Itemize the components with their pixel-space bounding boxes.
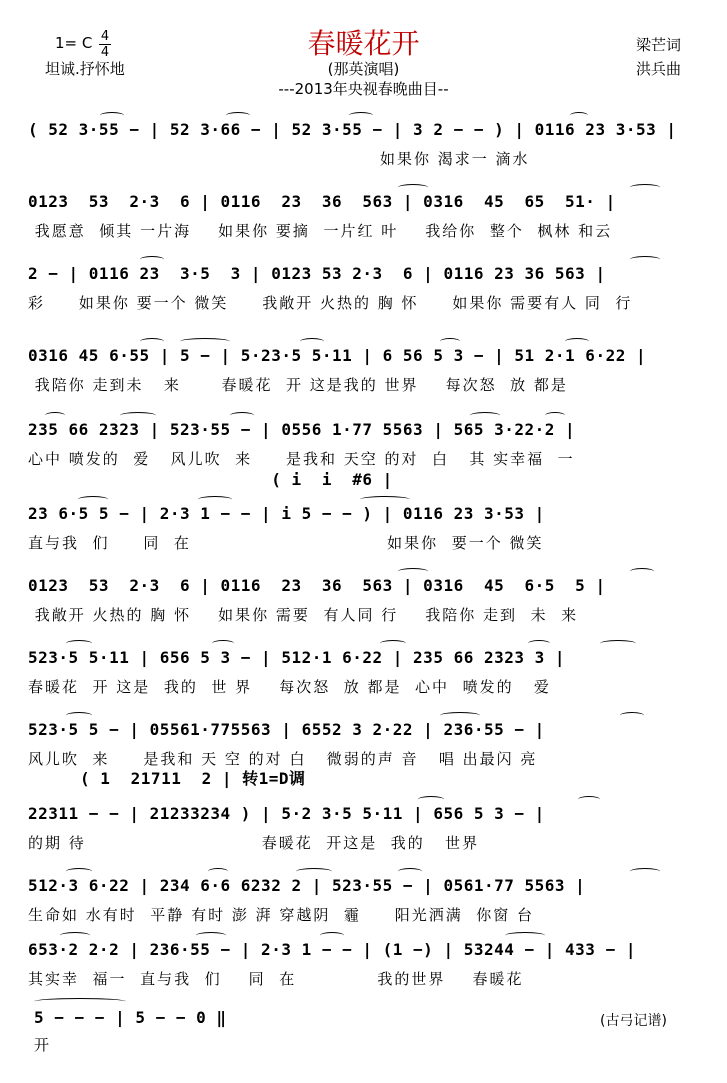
time-signature-top: 4 [100,29,110,44]
slur [300,338,324,345]
song-title: 春暖花开 [307,27,420,60]
slur [600,640,636,647]
notation-row-5: 235 66 2323 | 523·55 − | 0556 1·77 5563 | 565 3·22·2 | [28,420,576,439]
lyrics-row-10: 风儿吹 来 是我和 天 空 的对 白 微弱的声 音 唱 出最闪 亮 [28,750,538,768]
notation-row-14: 653·2 2·2 | 236·55 − | 2·3 1 − − | (1 −) | 53244 − | 433 − | [28,940,636,959]
transcriber-credit: (古弓记谱) [600,1013,667,1029]
slur [140,256,164,263]
lyrics-row-12: 的期 待 春暖花 开这是 我的 世界 [28,834,480,852]
notation-row-7: 23 6·5 5 − | 2·3 1 − − | i 5 − − ) | 0116 23 3·53 | [28,504,545,523]
notation-row-13: 512·3 6·22 | 234 6·6 6232 2 | 523·55 − | 0561·77 5563 | [28,876,586,895]
slur [398,868,422,875]
tie [34,998,126,1005]
slur [630,256,660,263]
slur [380,640,406,647]
slur [505,932,545,939]
slur [360,496,410,503]
slur [398,184,428,191]
notation-row-4: 0316 45 6·55 | 5 − | 5·23·5 5·11 | 6 56 5 3 − | 51 2·1 6·22 | [28,346,647,365]
slur [418,796,444,803]
time-signature [99,30,111,59]
notation-row-6: ( i i #6 | [28,470,393,489]
lyricist: 梁芒词 [636,36,682,54]
lyrics-row-4: 我陪你 走到未 来 春暖花 开 这是我的 世界 每次怒 放 都是 [28,376,568,394]
slur [230,412,254,419]
slur [565,338,589,345]
slur [528,640,550,647]
lyrics-row-5: 心中 喷发的 爱 风儿吹 来 是我和 天空 的对 白 其 实幸福 一 [28,450,575,468]
slur [45,412,65,419]
slur [578,796,600,803]
lyrics-row-1: 如果你 渴求一 滴水 [28,150,530,168]
slur [100,112,124,119]
lyrics-row-15: 开 [34,1036,52,1054]
slur [66,712,92,719]
slur [198,496,232,503]
slur [180,338,230,345]
event-note: ---2013年央视春晚曲目-- [278,80,449,98]
slur [440,338,460,345]
slur [120,412,156,419]
lyrics-row-7: 直与我 们 同 在 如果你 要一个 微笑 [28,534,544,552]
notation-row-9: 523·5 5·11 | 656 5 3 − | 512·1 6·22 | 235 66 2323 3 | [28,648,566,667]
slur [226,112,250,119]
slur [140,338,164,345]
slur [570,112,588,119]
lyrics-row-2: 我愿意 倾其 一片海 如果你 要摘 一片红 叶 我给你 整个 枫林 和云 [28,222,613,240]
tempo-expression: 坦诚.抒怀地 [45,60,125,78]
slur [545,412,565,419]
slur [349,112,373,119]
notation-row-11: ( 1 21711 2 | 转1=D调 [80,769,306,788]
slur [66,640,92,647]
singer-credit: (那英演唱) [327,60,400,78]
lyrics-row-8: 我敞开 火热的 胸 怀 如果你 需要 有人同 行 我陪你 走到 未 来 [28,606,579,624]
lyrics-row-9: 春暖花 开 这是 我的 世 界 每次怒 放 都是 心中 喷发的 爱 [28,678,551,696]
slur [296,868,332,875]
notation-row-8: 0123 53 2·3 6 | 0116 23 36 563 | 0316 45 6·5 5 | [28,576,606,595]
slur [208,868,228,875]
notation-row-3: 2 − | 0116 23 3·5 3 | 0123 53 2·3 6 | 0116 23 36 563 | [28,264,606,283]
lyrics-row-3: 彩 如果你 要一个 微笑 我敞开 火热的 胸 怀 如果你 需要有人 同 行 [28,294,633,312]
slur [212,640,234,647]
slur [630,184,660,191]
notation-row-15: 5 − − − | 5 − − 0 ‖ [34,1008,227,1027]
time-signature-bottom: 4 [100,45,110,60]
lyrics-row-14: 其实幸 福一 直与我 们 同 在 我的世界 春暖花 [28,970,524,988]
lyrics-row-13: 生命如 水有时 平静 有时 澎 湃 穿越阴 霾 阳光洒满 你窗 台 [28,906,535,924]
slur [620,712,644,719]
slur [440,712,480,719]
notation-row-1: ( 52 3·55 − | 52 3·66 − | 52 3·55 − | 3 2 − − ) | 0116 23 3·53 | [28,120,677,139]
slur [196,932,226,939]
slur [630,568,654,575]
key-signature: 1= C [55,34,93,52]
slur [320,932,344,939]
notation-row-12: 22311 − − | 21233234 ) | 5·2 3·5 5·11 | 656 5 3 − | [28,804,545,823]
slur [66,868,92,875]
notation-row-10: 523·5 5 − | 05561·775563 | 6552 3 2·22 | 236·55 − | [28,720,545,739]
slur [470,412,500,419]
composer: 洪兵曲 [636,60,682,78]
slur [630,868,660,875]
notation-row-2: 0123 53 2·3 6 | 0116 23 36 563 | 0316 45 65 51· | [28,192,616,211]
slur [78,496,108,503]
slur [60,932,90,939]
slur [398,568,428,575]
